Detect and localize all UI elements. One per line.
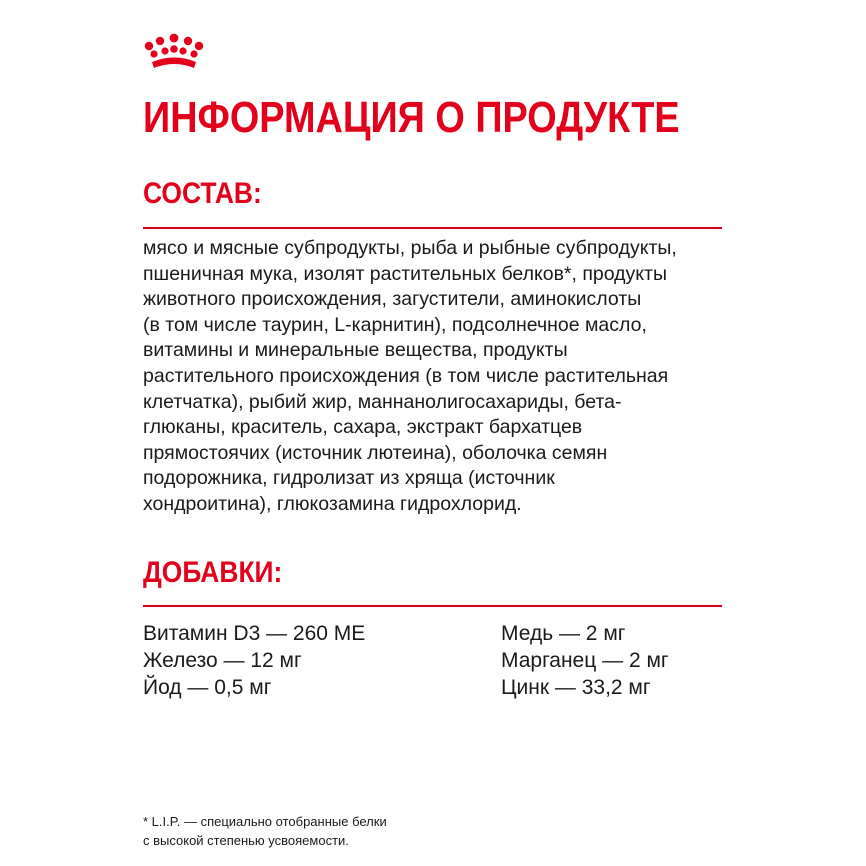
- footnote-line: * L.I.P. — специально отобранные белки: [143, 814, 387, 829]
- composition-line: (в том числе таурин, L-карнитин), подсолнечное масло,: [143, 313, 647, 336]
- additive-item: Йод — 0,5 мг: [143, 676, 272, 699]
- additive-item: Марганец — 2 мг: [501, 649, 669, 672]
- additive-item: Цинк — 33,2 мг: [501, 676, 651, 699]
- additives-column-right: [501, 620, 669, 701]
- composition-heading: СОСТАВ:: [143, 177, 262, 210]
- additive-item: Витамин D3 — 260 МЕ: [143, 622, 366, 645]
- composition-line: витамины и минеральные вещества, продукты: [143, 339, 568, 362]
- composition-line: пшеничная мука, изолят растительных белков*, продукты: [143, 262, 668, 285]
- composition-line: растительного происхождения (в том числе растительная: [143, 364, 669, 387]
- footnote: [143, 812, 387, 850]
- composition-line: подорожника, гидролизат из хряща (источник: [143, 467, 555, 490]
- composition-divider: [143, 227, 722, 229]
- additives-heading: ДОБАВКИ:: [143, 556, 283, 589]
- additives-divider: [143, 605, 722, 607]
- composition-line: клетчатка), рыбий жир, маннанолигосахариды, бета-: [143, 390, 622, 413]
- composition-line: глюканы, краситель, сахара, экстракт бархатцев: [143, 416, 583, 439]
- additives-list: [143, 620, 723, 710]
- footnote-line: с высокой степенью усвояемости.: [143, 833, 349, 848]
- composition-line: хондроитина), глюкозамина гидрохлорид.: [143, 492, 522, 515]
- composition-line: животного происхождения, загустители, аминокислоты: [143, 288, 642, 311]
- additives-column-left: [143, 620, 365, 701]
- composition-line: прямостоячих (источник лютеина), оболочка семян: [143, 441, 608, 464]
- crown-icon: [143, 33, 205, 75]
- additive-item: Медь — 2 мг: [501, 622, 626, 645]
- composition-text: [143, 236, 728, 518]
- composition-line: мясо и мясные субпродукты, рыба и рыбные субпродукты,: [143, 237, 677, 259]
- additive-item: Железо — 12 мг: [143, 649, 302, 672]
- page-title: ИНФОРМАЦИЯ О ПРОДУКТЕ: [143, 93, 680, 142]
